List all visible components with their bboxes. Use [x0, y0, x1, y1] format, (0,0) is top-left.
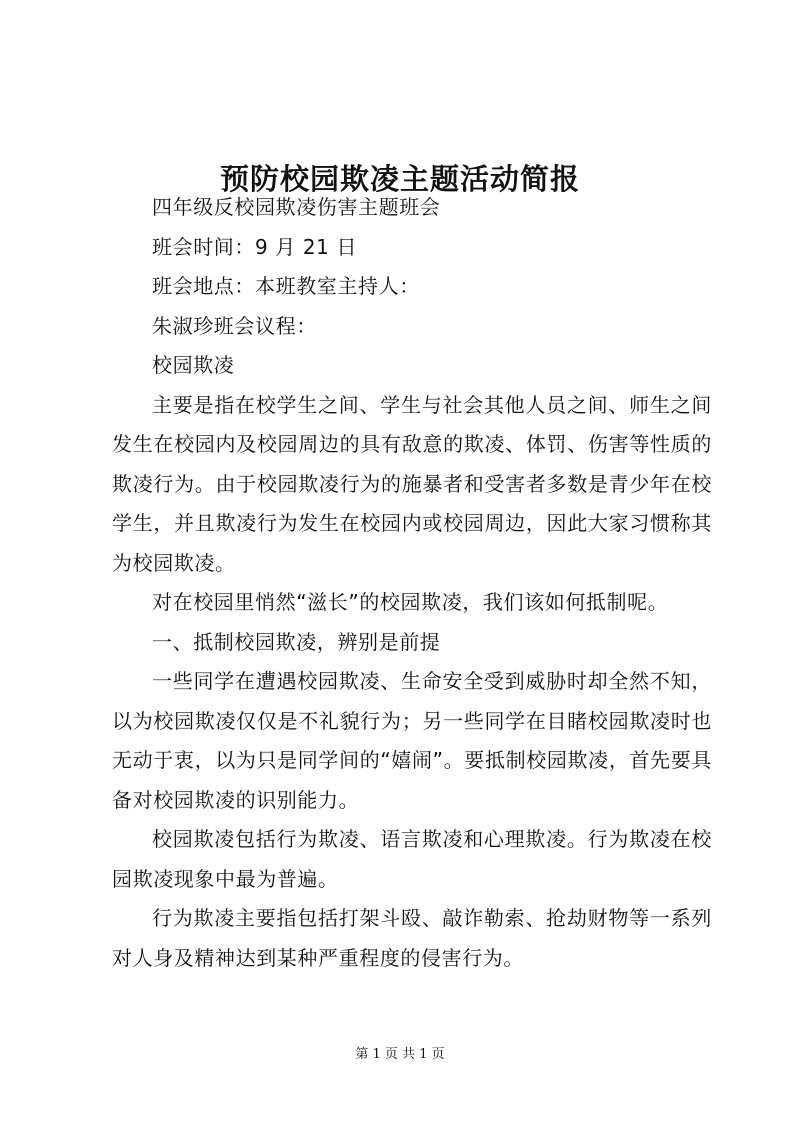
paragraph-behavioral: 行为欺凌主要指包括打架斗殴、敲诈勒索、抢劫财物等一系列对人身及精神达到某种严重程度的侵害行为。: [112, 906, 712, 970]
document-body: [112, 188, 712, 978]
paragraph-meeting-place: 班会地点：本班教室主持人：: [152, 274, 420, 298]
paragraph-heading-bullying: 校园欺凌: [152, 353, 235, 377]
paragraph-definition: 主要是指在校学生之间、学生与社会其他人员之间、师生之间发生在校园内及校园周边的具有敌意的欺凌、体罚、伤害等性质的欺凌行为。由于校园欺凌行为的施暴者和受害者多数是青少年在校学生，并且欺凌行为发生在校园内或校园周边，因此大家习惯称其为校园欺凌。: [112, 392, 712, 575]
page-footer: 第 1 页 共 1 页: [355, 1047, 445, 1062]
paragraph-subtitle: 四年级反校园欺凌伤害主题班会: [152, 195, 441, 219]
document-title: 预防校园欺凌主题活动简报: [219, 162, 580, 197]
paragraph-meeting-time: 班会时间：9 月 21 日: [152, 234, 358, 259]
paragraph-types: 校园欺凌包括行为欺凌、语言欺凌和心理欺凌。行为欺凌在校园欺凌现象中最为普遍。: [112, 827, 712, 891]
section-heading-1: 一、抵制校园欺凌，辨别是前提: [152, 629, 441, 654]
paragraph-agenda: 朱淑珍班会议程：: [152, 313, 317, 338]
paragraph-awareness: 一些同学在遭遇校园欺凌、生命安全受到威胁时却全然不知，以为校园欺凌仅仅是不礼貌行为；另一些同学在目睹校园欺凌时也无动于衷，以为只是同学间的“嬉闹”。要抵制校园欺凌，首先要具备对校园欺凌的识别能力。: [112, 669, 712, 812]
paragraph-question: 对在校园里悄然“滋长”的校园欺凌，我们该如何抵制呢。: [152, 590, 669, 614]
